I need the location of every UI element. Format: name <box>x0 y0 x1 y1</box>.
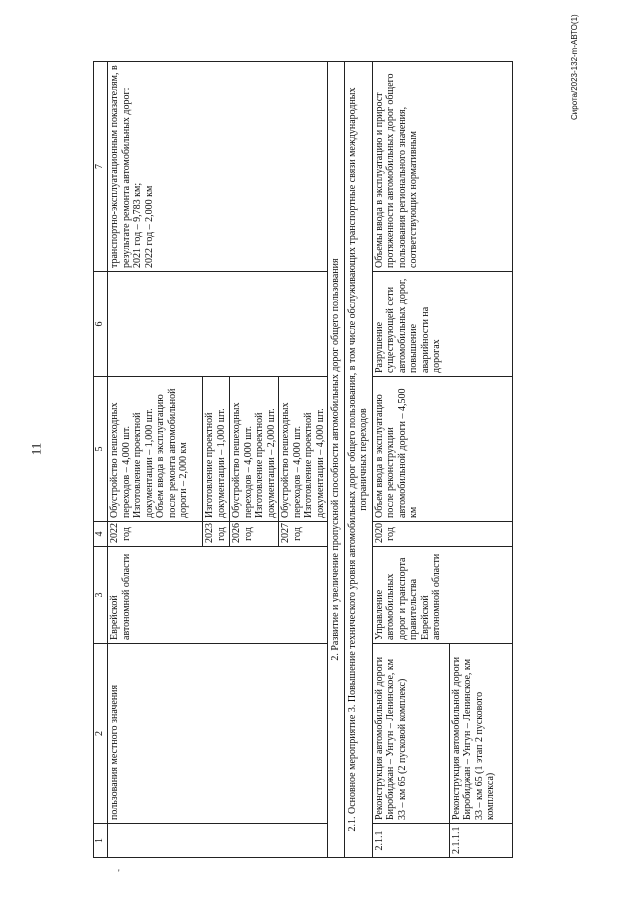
table-row <box>108 62 203 858</box>
table-row <box>372 62 449 858</box>
rotated-table-frame <box>93 62 548 858</box>
measure-name-cell: Реконструкция автомобильной дороги Биробиджан – Унгун – Ленинское, км 33 – км 65 (2 пусковой комплекс) <box>372 644 449 824</box>
consequence-cell <box>108 272 328 377</box>
header-col-7: 7 <box>94 62 108 272</box>
year-cell: 2026 год <box>230 522 279 547</box>
measure-name-cell: Реконструкция автомобильной дороги Биробиджан – Унгун – Ленинское, км 33 – км 65 (1 этап 2 пускового комплекса) <box>449 644 512 824</box>
year-cell: 2027 год <box>279 522 328 547</box>
section-heading-row <box>344 62 372 858</box>
row-number-cell <box>108 824 328 858</box>
measure-name-cell: пользования местного значения <box>108 644 328 824</box>
consequence-cell: Разрушение существующей сети автомобильных дорог, повышение аварийности на дорогах <box>372 272 512 377</box>
indicator-cell: Объемы ввода в эксплуатацию и прирост протяженности автомобильных дорог общего пользования регионального значения, соответствующих нормативным <box>372 62 512 272</box>
result-cell: Изготовление проектной документации – 1,000 шт. <box>203 377 230 522</box>
footer-stamp: Сирота/2023-132-m-АВТО(1) <box>570 14 579 120</box>
executor-cell: Еврейской автономной области <box>108 547 328 644</box>
section-2-heading: 2. Развитие и увеличение пропускной способности автомобильных дорог общего пользования <box>328 62 345 858</box>
row-number-cell: 2.1.1.1 <box>449 824 512 858</box>
result-cell: Обустройство пешеходных переходов – 4,000 шт. Изготовление проектной документации – 2,000 шт. <box>230 377 279 522</box>
header-col-4: 4 <box>94 522 108 547</box>
year-cell: 2022 год <box>108 522 203 547</box>
year-cell: 2023 год <box>203 522 230 547</box>
result-cell: Обустройство пешеходных переходов – 4,000 шт. Изготовление проектной документации – 1,000 шт. Объем ввода в эксплуатацию после ремонта автомобильной дороги – 2,000 км <box>108 377 203 522</box>
header-col-3: 3 <box>94 547 108 644</box>
program-table <box>93 61 513 858</box>
indicator-cell: транспортно-эксплуатационным показателям, в результате ремонта автомобильных дорог: 2021 год – 9,783 км; 2022 год – 2,000 км <box>108 62 328 272</box>
section-2-1-heading: 2.1. Основное мероприятие 3. Повышение технического уровня автомобильных дорог общего пользования, в том числе обслуживающих транспортные связи международных пограничных переходов <box>344 62 372 858</box>
result-cell: Обустройство пешеходных переходов – 4,000 шт. Изготовление проектной документации – 4,000 шт. <box>279 377 328 522</box>
row-number-cell: 2.1.1 <box>372 824 449 858</box>
header-col-2: 2 <box>94 644 108 824</box>
executor-cell: Управление автомобильных дорог и транспорта правительства Еврейской автономной области <box>372 547 512 644</box>
header-row <box>94 62 108 858</box>
header-col-1: 1 <box>94 824 108 858</box>
header-col-6: 6 <box>94 272 108 377</box>
year-cell: 2020 год <box>372 522 512 547</box>
section-heading-row <box>328 62 345 858</box>
page-number: 11 <box>28 442 44 456</box>
stray-mark: ' <box>118 868 120 878</box>
header-col-5: 5 <box>94 377 108 522</box>
result-cell: Объем ввода в эксплуатацию после реконструкции автомобильной дороги – 4,500 км <box>372 377 512 522</box>
